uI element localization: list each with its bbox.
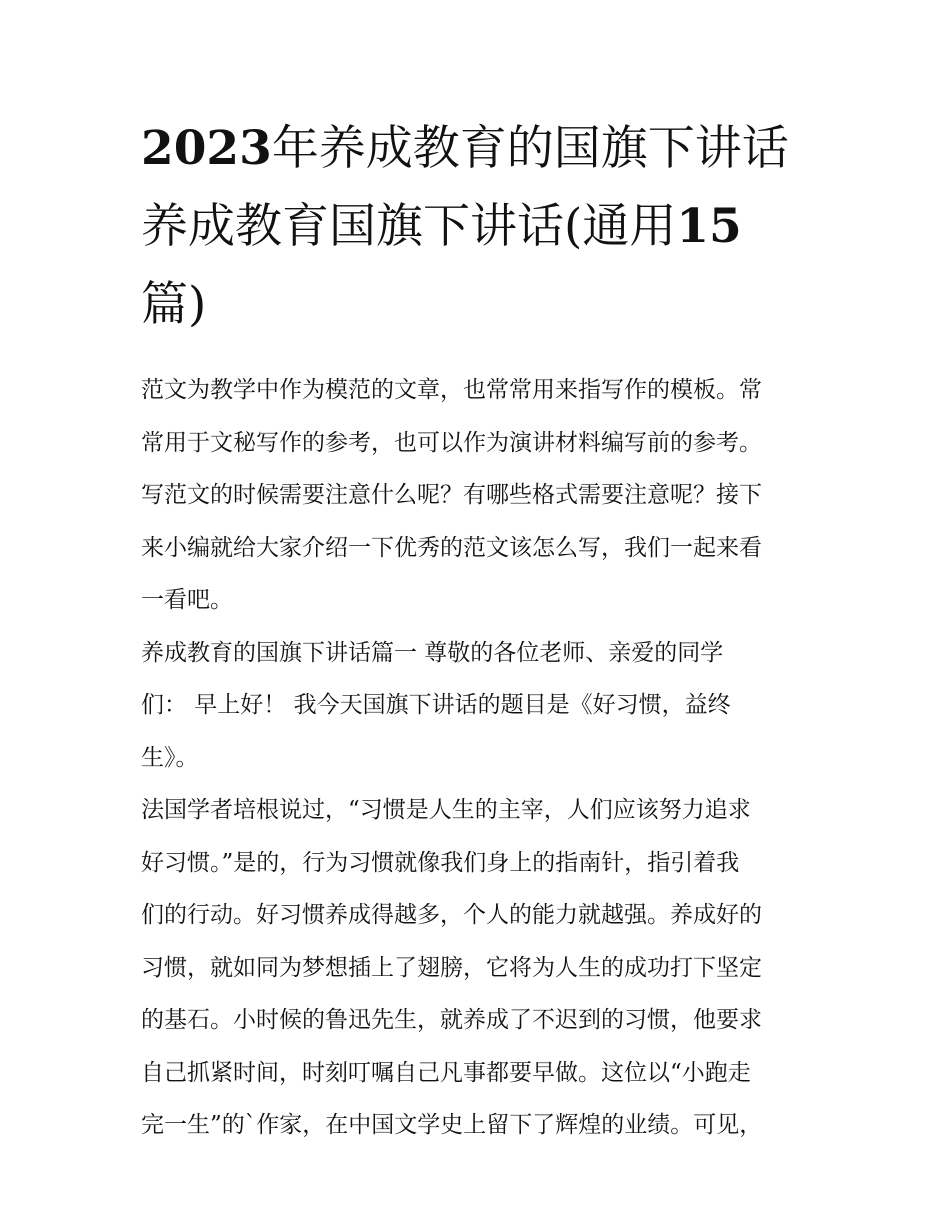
text-line: 们的行动。好习惯养成得越多，个人的能力就越强。养成好的 xyxy=(141,902,762,928)
paragraph-intro xyxy=(141,364,813,627)
text-line: 常用于文秘写作的参考，也可以作为演讲材料编写前的参考。 xyxy=(141,429,762,456)
title-line xyxy=(141,110,813,188)
document-content xyxy=(141,110,813,1152)
text-line: 生》。 xyxy=(141,744,199,771)
title-text: 篇) xyxy=(141,277,207,332)
text-line: 自己抓紧时间，时刻叮嘱自己凡事都要早做。这位以“小跑走 xyxy=(141,1059,751,1086)
text-line: 养成教育的国旗下讲话篇一 尊敬的各位老师、亲爱的同学 xyxy=(141,639,724,666)
text-line: 范文为教学中作为模范的文章，也常常用来指写作的模板。常 xyxy=(141,377,762,403)
title-text: 养成教育国旗下讲话(通用 xyxy=(141,199,677,254)
text-line: 的基石。小时候的鲁迅先生，就养成了不迟到的习惯，他要求 xyxy=(141,1007,762,1033)
text-line: 好习惯。”是的，行为习惯就像我们身上的指南针，指引着我 xyxy=(141,849,740,876)
text-line: 习惯，就如同为梦想插上了翅膀，它将为人生的成功打下坚定 xyxy=(141,954,762,981)
title-text: 年养成教育的国旗下讲话 xyxy=(271,121,789,176)
title-year: 2023 xyxy=(141,121,272,176)
text-line: 写范文的时候需要注意什么呢？有哪些格式需要注意呢？接下 xyxy=(141,482,762,508)
title-line xyxy=(141,188,813,266)
document-title xyxy=(141,110,813,344)
paragraph-speech-opening xyxy=(141,627,813,785)
title-line xyxy=(141,266,813,344)
title-count: 15 xyxy=(676,199,742,254)
text-line: 法国学者培根说过，“习惯是人生的主宰，人们应该努力追求 xyxy=(141,797,751,823)
paragraph-habits xyxy=(141,784,813,1152)
text-line: 完一生”的`作家，在中国文学史上留下了辉煌的业绩。可见， xyxy=(141,1112,763,1138)
text-line: 来小编就给大家介绍一下优秀的范文该怎么写，我们一起来看 xyxy=(141,534,762,561)
text-line: 一看吧。 xyxy=(141,587,233,613)
text-line: 们： 早上好！ 我今天国旗下讲话的题目是《好习惯，益终 xyxy=(141,692,731,718)
document-body xyxy=(141,364,813,1152)
